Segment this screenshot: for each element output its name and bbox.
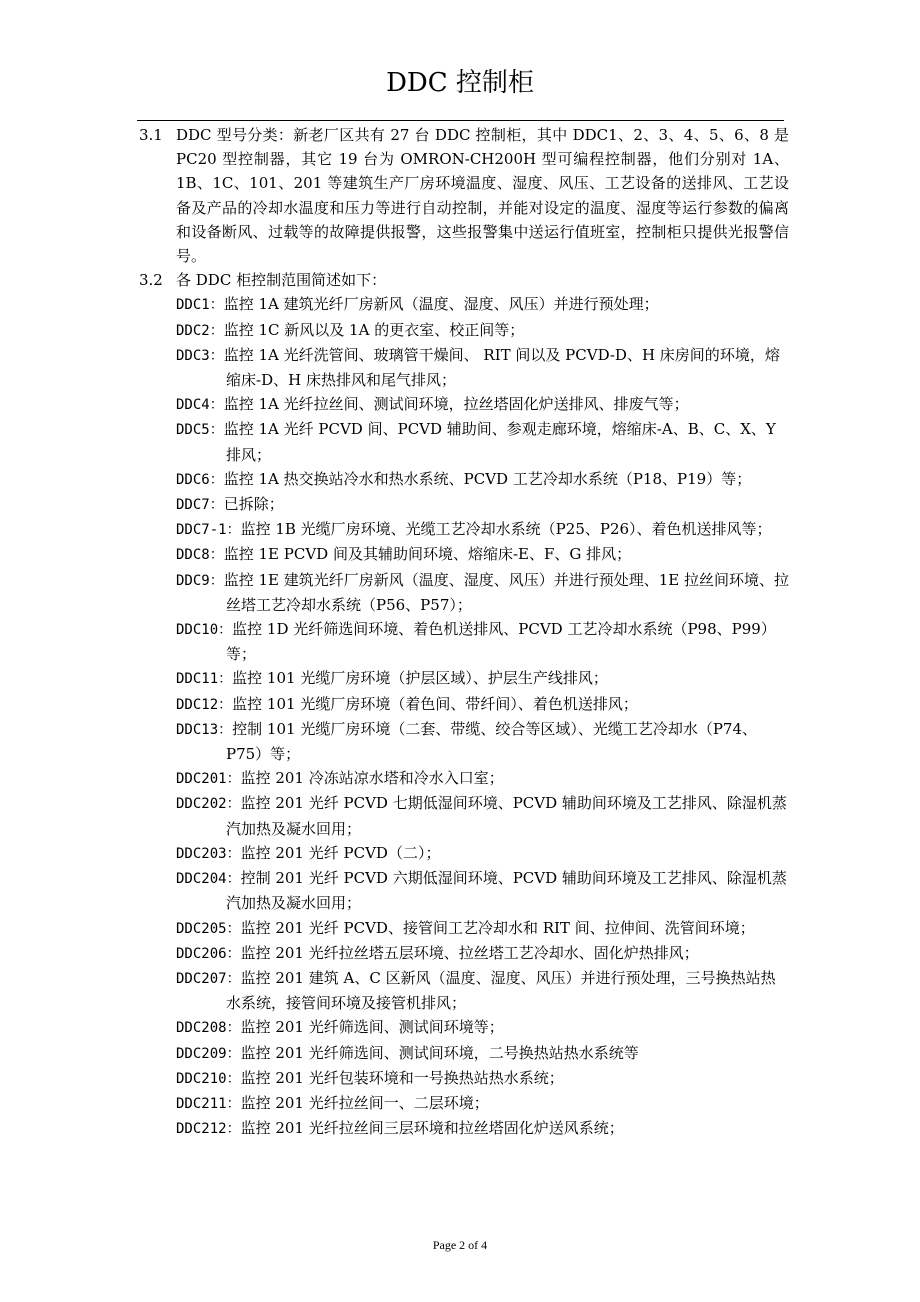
item-label: DDC4： [176,397,224,414]
list-item [176,866,789,915]
item-label: DDC206： [176,945,241,962]
item-label: DDC7-1： [176,522,241,539]
page-footer: Page 2 of 4 [432,1238,488,1252]
item-label: DDC202： [176,796,241,813]
item-label: DDC212： [176,1121,241,1138]
page-title: DDC 控制柜 [386,68,534,98]
item-label: DDC10： [176,622,233,639]
item-label: DDC207： [176,970,241,987]
item-text: 监控 201 光纤筛选间、测试间环境，二号换热站热水系统等 [240,1043,639,1062]
item-text: 监控 1A 建筑光纤厂房新风（温度、湿度、风压）并进行预处理； [223,295,659,314]
list-item [176,1116,789,1141]
item-label: DDC13： [176,721,233,738]
document-body [139,123,789,1141]
list-item [176,1015,789,1040]
list-item [176,1041,789,1066]
item-text: 监控 201 光纤筛选间、测试间环境等； [240,1018,504,1037]
list-item [176,717,789,766]
item-label: DDC205： [176,920,241,937]
list-item [176,966,789,1015]
item-label: DDC6： [176,471,224,488]
section-3-2 [139,268,789,292]
section-text: DDC 型号分类：新老厂区共有 27 台 DDC 控制柜，其中 DDC1、2、3、4、5、6、8 是 PC20 型控制器，其它 19 台为 OMRON-CH200H 型可编程控制器，他们分别对 1A、1B、1C、101、201 等建筑生产厂房环境温度、湿度、风压、工艺设备的送排风、工艺设备及产品的冷却水温度和压力等进行自动控制，并能对设定的温度、湿度等运行参数的偏离和设备断风、过载等的故障提供报警，这些报警集中送运行值班室，控制柜只提供光报警信号。 [176,126,789,266]
item-label: DDC3： [176,347,224,364]
list-item [176,392,789,417]
list-item [176,517,789,542]
item-label: DDC209： [176,1045,241,1062]
item-text: 监控 1A 光纤拉丝间、测试间环境，拉丝塔固化炉送排风、排废气等； [223,395,689,414]
item-text: 监控 1A 热交换站冷水和热水系统、PCVD 工艺冷却水系统（P18、P19）等； [223,469,752,488]
item-text: 控制 101 光缆厂房环境（二套、带缆、绞合等区域）、光缆工艺冷却水（P74、P75）等； [226,719,758,764]
list-item [176,467,789,492]
item-label: DDC204： [176,871,241,888]
item-text: 监控 201 光纤 PCVD（二）； [240,843,441,862]
list-item [176,841,789,866]
item-text: 监控 1E PCVD 间及其辅助间环境、熔缩床-E、F、G 排风； [223,545,632,564]
list-item [176,417,789,466]
title-divider [137,120,784,121]
list-item [176,292,789,317]
item-label: DDC210： [176,1070,241,1087]
item-text: 监控 1E 建筑光纤厂房新风（温度、湿度、风压）并进行预处理、1E 拉丝间环境、拉丝塔工艺冷却水系统（P56、P57）； [223,570,790,614]
item-label: DDC201： [176,771,241,788]
item-text: 监控 201 光纤拉丝塔五层环境、拉丝塔工艺冷却水、固化炉热排风； [240,943,699,962]
item-text: 监控 1A 光纤洗管间、玻璃管干燥间、 RIT 间以及 PCVD-D、H 床房间的环境，熔缩床-D、H 床热排风和尾气排风； [223,345,780,390]
item-text: 监控 201 光纤拉丝间一、二层环境； [240,1093,489,1112]
item-text: 监控 1B 光缆厂房环境、光缆工艺冷却水系统（P25、P26）、着色机送排风等； [240,520,772,539]
section-3-1 [139,123,789,268]
item-label: DDC2： [176,322,224,339]
item-text: 监控 101 光缆厂房环境（护层区域）、护层生产线排风； [232,669,608,688]
list-item [176,343,789,392]
item-text: 监控 1D 光纤筛选间环境、着色机送排风、PCVD 工艺冷却水系统（P98、P99）等； [226,620,776,664]
item-label: DDC8： [176,547,224,564]
item-text: 监控 201 光纤包装环境和一号换热站热水系统； [240,1068,564,1087]
list-item [176,1091,789,1116]
list-item [176,791,789,840]
item-text: 监控 201 光纤 PCVD 七期低湿间环境、PCVD 辅助间环境及工艺排风、除湿机蒸汽加热及凝水回用； [226,794,787,838]
item-label: DDC7： [176,497,224,514]
list-item [176,318,789,343]
list-item [176,568,789,617]
item-text: 监控 201 冷冻站凉水塔和冷水入口室； [240,769,504,788]
list-item [176,617,789,666]
item-text: 监控 201 光纤拉丝间三层环境和拉丝塔固化炉送风系统； [240,1119,624,1138]
section-number: 3.1 [139,126,163,144]
list-item [176,1066,789,1091]
item-label: DDC12： [176,696,233,713]
item-text: 监控 201 光纤 PCVD、接管间工艺冷却水和 RIT 间、拉伸间、洗管间环境； [240,918,755,937]
item-text: 已拆除； [223,495,284,514]
item-text: 控制 201 光纤 PCVD 六期低湿间环境、PCVD 辅助间环境及工艺排风、除湿机蒸汽加热及凝水回用； [226,869,787,913]
list-item [176,692,789,717]
item-label: DDC203： [176,845,241,862]
item-label: DDC11： [176,671,233,688]
section-number: 3.2 [139,271,163,290]
list-item [176,492,789,517]
item-label: DDC9： [176,572,224,589]
list-item [176,941,789,966]
item-label: DDC5： [176,422,224,439]
list-item [176,766,789,791]
list-item [176,916,789,941]
item-text: 监控 101 光缆厂房环境（着色间、带纤间）、着色机送排风； [232,694,638,713]
item-text: 监控 1C 新风以及 1A 的更衣室、校正间等； [223,320,525,339]
item-label: DDC208： [176,1020,241,1037]
item-label: DDC211： [176,1095,241,1112]
list-item [176,542,789,567]
item-text: 监控 1A 光纤 PCVD 间、PCVD 辅助间、参观走廊环境，熔缩床-A、B、C、X、Y 排风； [223,420,776,464]
section-text: 各 DDC 柜控制范围简述如下： [176,271,387,290]
list-item [176,666,789,691]
item-label: DDC1： [176,297,224,314]
ddc-list [139,292,789,1141]
item-text: 监控 201 建筑 A、C 区新风（温度、湿度、风压）并进行预处理，三号换热站热水系统，接管间环境及接管机排风； [226,968,776,1013]
